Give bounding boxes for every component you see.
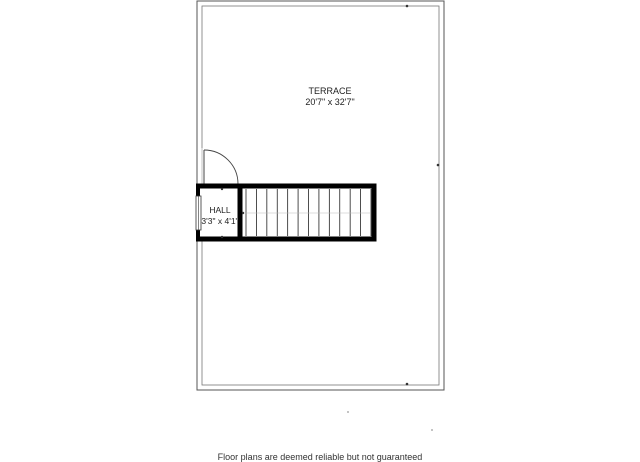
room-label-terrace [280, 86, 380, 108]
marker-dot [406, 383, 409, 386]
door-icon [204, 150, 238, 185]
marker-dot [431, 429, 433, 431]
marker-dot [406, 5, 409, 8]
room-label-hall [196, 205, 244, 227]
room-name: TERRACE [308, 86, 352, 96]
disclaimer-text: Floor plans are deemed reliable but not guaranteed [217, 452, 423, 462]
room-dimensions: 20'7" x 32'7" [305, 97, 355, 107]
marker-dot [347, 411, 349, 413]
marker-dot [221, 188, 223, 190]
room-dimensions: 3'3" x 4'1" [201, 216, 239, 226]
marker-dot [221, 236, 223, 238]
marker-dot [437, 164, 440, 167]
room-name: HALL [209, 205, 231, 215]
